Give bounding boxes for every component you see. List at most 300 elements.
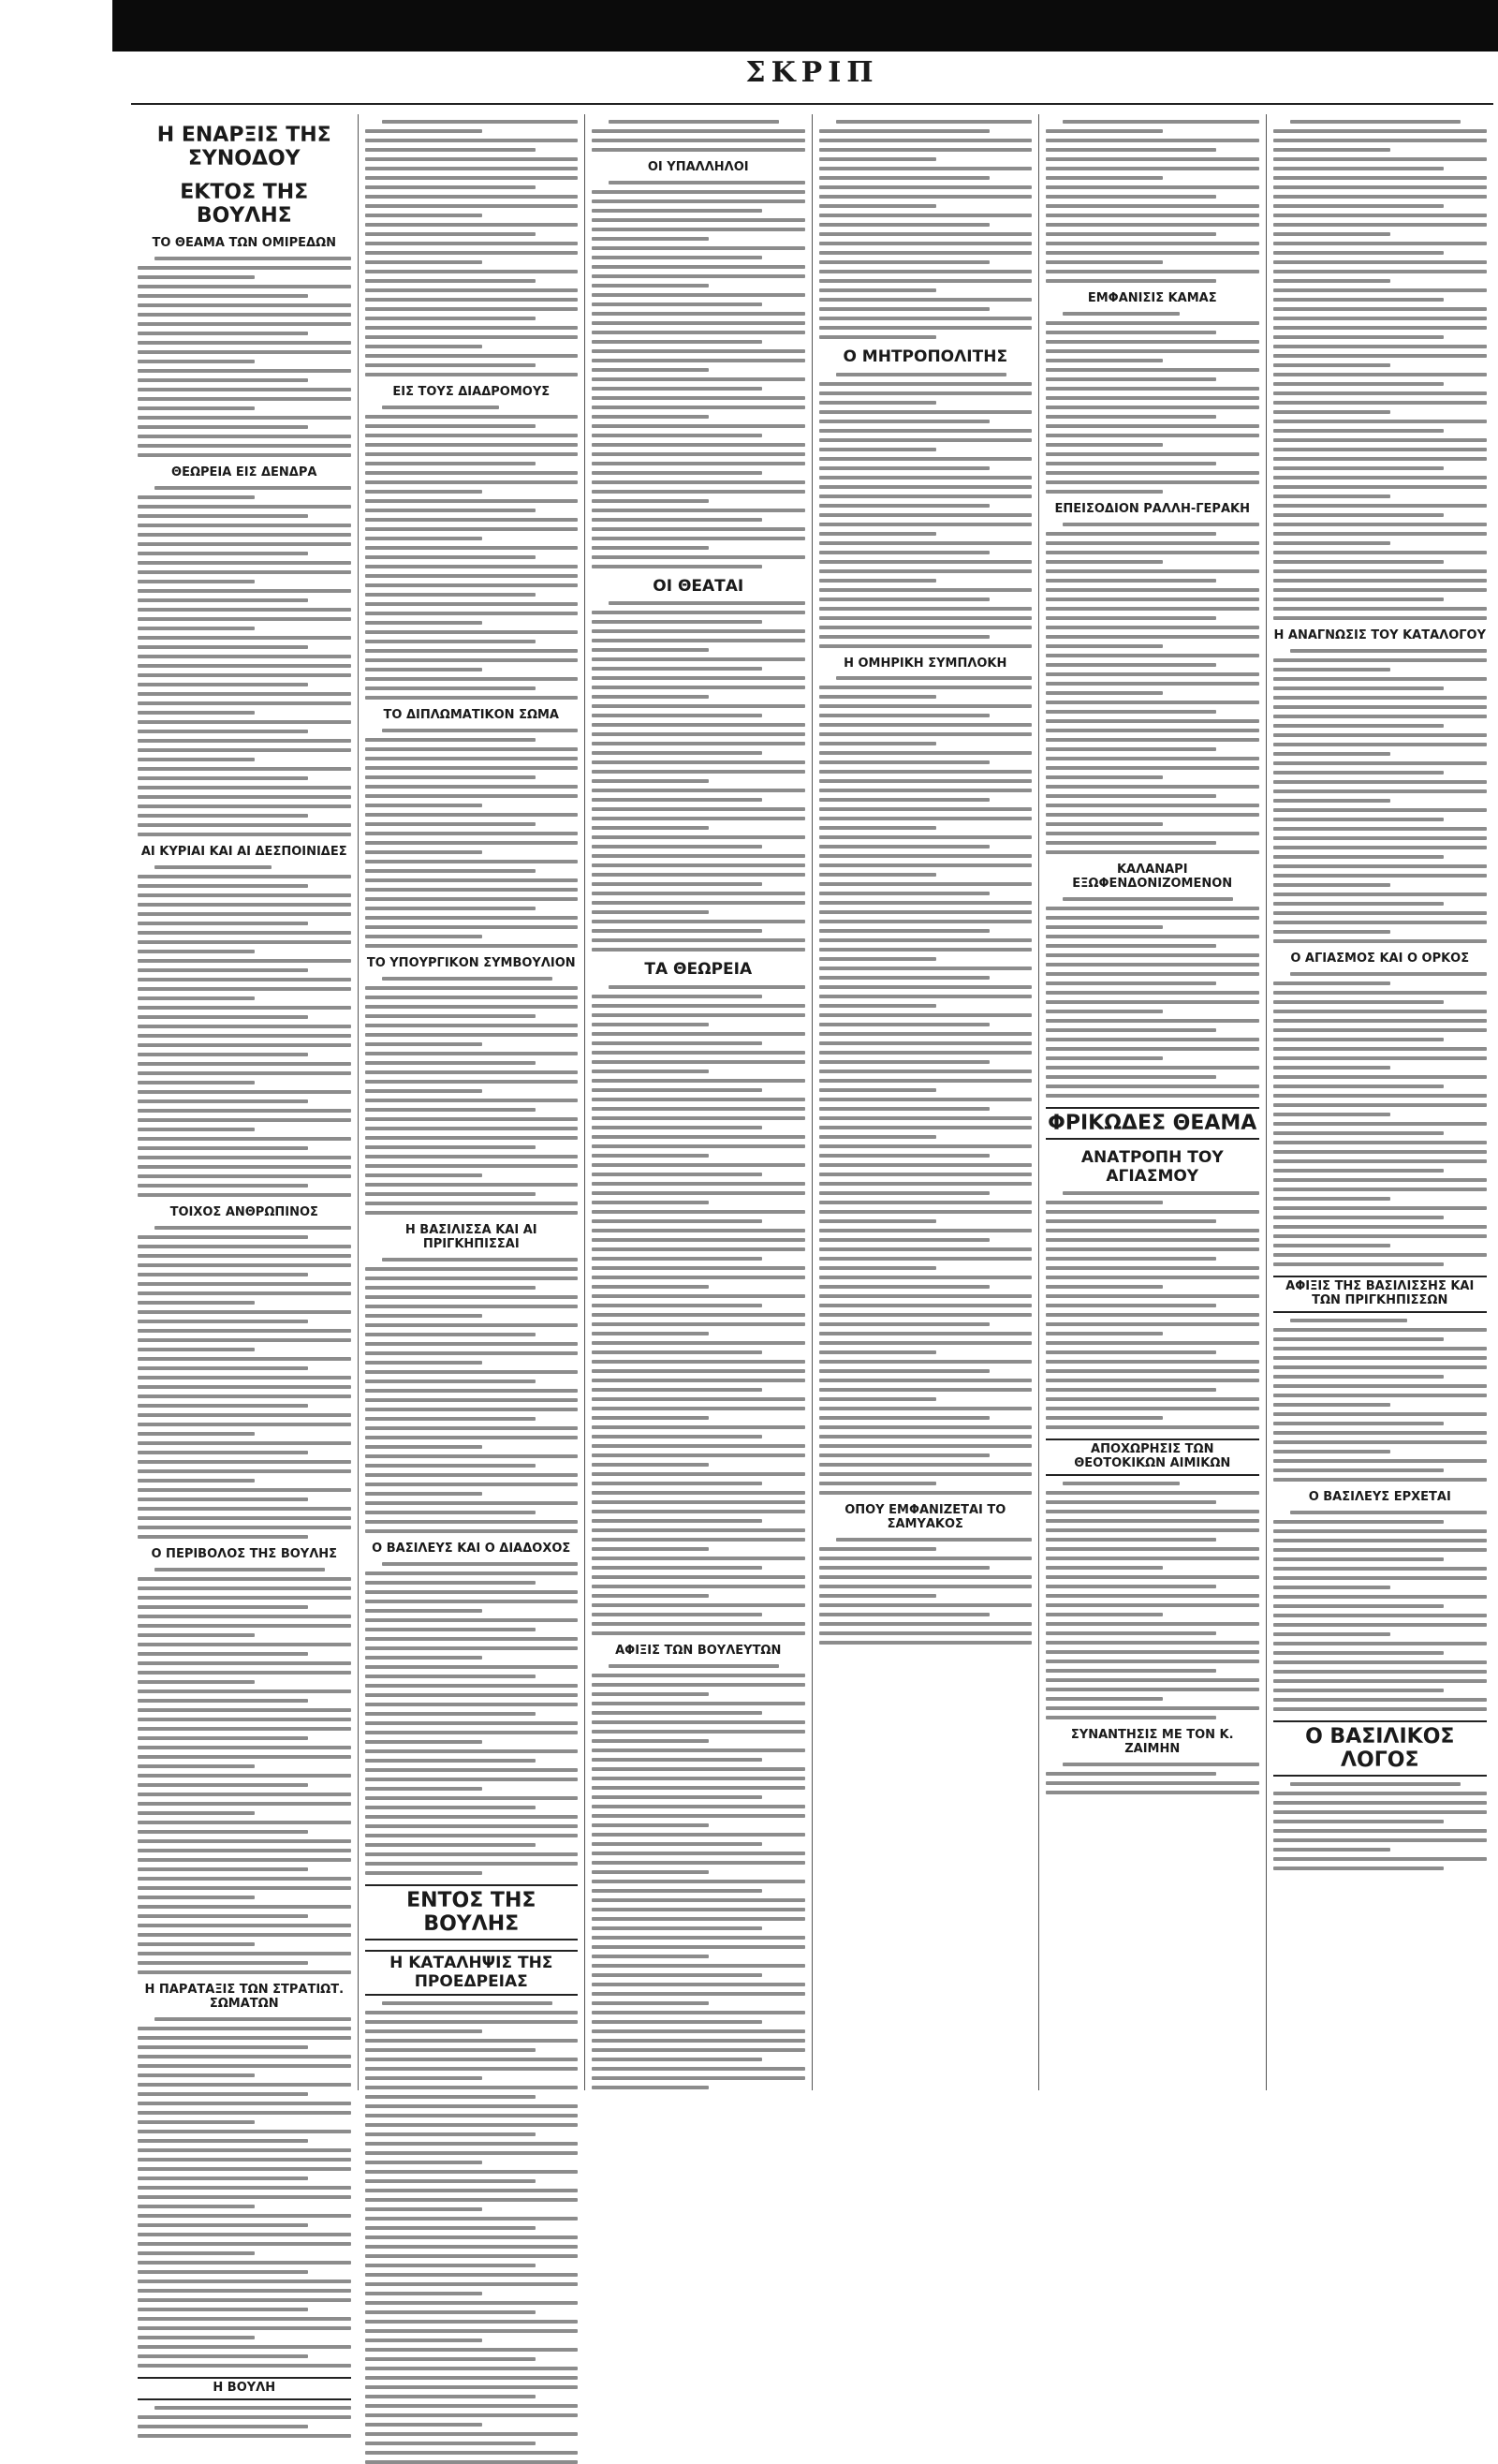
text-line (592, 1557, 805, 1560)
text-line (1046, 1028, 1216, 1032)
article-text-block (138, 2017, 351, 2368)
text-line (1046, 925, 1163, 929)
text-line (365, 1759, 536, 1763)
text-line (365, 2067, 579, 2071)
text-line (138, 1441, 351, 1445)
text-line (365, 443, 579, 447)
text-line (609, 601, 805, 605)
text-line (592, 676, 805, 680)
text-line (365, 1436, 579, 1439)
text-line (365, 2095, 536, 2099)
text-line (592, 798, 762, 802)
text-line (365, 1323, 579, 1327)
text-line (1273, 715, 1488, 718)
text-line (365, 785, 579, 789)
text-line (365, 925, 579, 929)
text-line (138, 1821, 351, 1824)
text-line (1273, 1698, 1488, 1702)
text-line (365, 1628, 536, 1631)
text-line (592, 406, 805, 409)
text-line (138, 580, 255, 583)
text-line (592, 555, 805, 559)
text-line (819, 1051, 1033, 1055)
text-line (819, 326, 1033, 330)
text-line (1273, 326, 1488, 330)
text-line (592, 312, 805, 316)
article-text-block (365, 406, 579, 700)
column-1 (131, 114, 359, 2395)
text-line (592, 1748, 805, 1752)
text-line (365, 686, 536, 690)
text-line (1273, 1604, 1445, 1608)
text-line (592, 527, 805, 531)
text-line (138, 1652, 308, 1656)
text-line (365, 1815, 579, 1819)
text-line (138, 1498, 308, 1501)
text-line (819, 1482, 936, 1485)
text-line (138, 425, 308, 429)
text-line (592, 1683, 805, 1687)
text-line (1046, 377, 1216, 381)
text-line (138, 1385, 351, 1389)
text-line (592, 265, 805, 269)
text-line (592, 148, 805, 152)
text-line (138, 2102, 351, 2105)
text-line (592, 910, 709, 914)
text-line (1273, 668, 1391, 671)
text-line (1046, 981, 1216, 985)
text-line (138, 1858, 351, 1862)
text-line (819, 1154, 990, 1158)
text-line (819, 1032, 1033, 1036)
text-line (138, 987, 351, 991)
text-line (1273, 1328, 1488, 1332)
text-line (1046, 195, 1216, 199)
text-line (1273, 893, 1488, 896)
text-line (138, 378, 308, 382)
text-line (819, 995, 1033, 998)
text-line (365, 1637, 579, 1641)
text-line (1046, 1019, 1259, 1023)
text-line (819, 1144, 1033, 1148)
text-line (819, 1557, 1033, 1560)
text-line (1046, 1772, 1216, 1776)
text-line (138, 1643, 351, 1646)
text-line (1046, 1341, 1259, 1345)
text-line (1046, 349, 1259, 353)
text-line (138, 893, 351, 897)
text-line (138, 823, 351, 827)
text-line (1046, 232, 1216, 236)
text-line (819, 420, 990, 423)
text-line (592, 284, 709, 288)
text-line (138, 2336, 255, 2339)
text-line (592, 1360, 805, 1364)
text-line (592, 1341, 805, 1345)
text-line (365, 1609, 482, 1613)
text-line (138, 1718, 351, 1721)
text-line (819, 1622, 1033, 1626)
text-line (592, 377, 805, 381)
text-line (1273, 780, 1488, 784)
text-line (592, 807, 805, 811)
text-line (365, 2039, 579, 2043)
text-line (819, 1201, 1033, 1204)
text-line (1063, 1763, 1259, 1766)
text-line (592, 2011, 805, 2014)
text-line (1046, 1219, 1216, 1223)
text-line (1273, 1557, 1445, 1561)
text-line (592, 415, 709, 419)
text-line (365, 1778, 579, 1781)
text-line (1273, 808, 1488, 812)
text-line (365, 242, 579, 245)
text-line (592, 368, 709, 372)
text-line (1046, 607, 1259, 611)
text-line (592, 1983, 805, 1986)
text-line (819, 1631, 1033, 1635)
text-line (365, 850, 482, 854)
text-line (138, 2036, 351, 2040)
article-text-block (1046, 897, 1259, 1098)
text-line (1273, 1459, 1488, 1463)
text-line (138, 1699, 308, 1703)
section-heading: Ο ΑΓΙΑΣΜΟΣ ΚΑΙ Ο ΟΡΚΟΣ (1290, 951, 1470, 966)
text-line (365, 2442, 536, 2445)
text-line (592, 1833, 805, 1837)
text-line (365, 574, 579, 578)
text-line (1063, 120, 1259, 124)
text-line (138, 1469, 351, 1473)
text-line (1273, 494, 1391, 498)
text-line (1046, 916, 1259, 920)
text-line (138, 884, 308, 888)
text-line (592, 1463, 709, 1467)
text-line (1046, 223, 1259, 227)
text-line (592, 452, 805, 456)
section-heading: ΤΟ ΔΙΠΛΩΜΑΤΙΚΟΝ ΣΩΜΑ (383, 707, 559, 722)
text-line (365, 649, 579, 653)
text-line (1273, 855, 1445, 859)
text-line (1046, 729, 1259, 732)
text-line (1046, 396, 1259, 400)
text-line (592, 1247, 805, 1251)
text-line (819, 1013, 1033, 1017)
text-line (1046, 490, 1163, 494)
text-line (365, 1173, 482, 1177)
text-line (138, 2055, 351, 2058)
text-line (1273, 1225, 1488, 1229)
text-line (1273, 686, 1445, 690)
text-line (1046, 340, 1259, 344)
article-text-block (1273, 972, 1488, 1266)
text-line (382, 729, 579, 732)
text-line (365, 2329, 579, 2333)
text-line (592, 1926, 762, 1930)
text-line (138, 922, 308, 925)
text-line (138, 1708, 351, 1712)
text-line (365, 1202, 579, 1205)
text-line (592, 1777, 805, 1780)
text-line (1273, 1801, 1488, 1805)
text-line (1046, 1500, 1216, 1504)
text-line (819, 863, 1033, 867)
text-line (592, 1482, 762, 1485)
text-line (1046, 654, 1259, 657)
text-line (138, 1034, 351, 1038)
text-line (138, 533, 351, 537)
text-line (138, 406, 255, 410)
section-heading: ΕΝΤΟΣ ΤΗΣ ΒΟΥΛΗΣ (365, 1884, 579, 1941)
text-line (592, 1060, 805, 1064)
text-line (365, 1042, 482, 1046)
text-line (138, 435, 351, 438)
text-line (1046, 1010, 1163, 1013)
text-line (1046, 785, 1259, 789)
text-line (592, 1004, 805, 1008)
text-line (365, 307, 579, 311)
text-line (1273, 1670, 1488, 1674)
text-line (138, 1942, 255, 1946)
text-line (1273, 1206, 1488, 1210)
text-line (819, 1388, 1033, 1392)
text-line (1046, 1388, 1216, 1392)
text-line (365, 832, 579, 835)
text-line (365, 1665, 579, 1669)
text-line (138, 1624, 351, 1628)
text-line (138, 1146, 308, 1150)
text-line (365, 2264, 536, 2267)
text-line (365, 2423, 482, 2427)
text-line (1046, 813, 1259, 817)
text-line (365, 518, 579, 522)
text-line (592, 2001, 709, 2005)
text-line (1273, 1188, 1488, 1191)
text-line (1046, 1528, 1259, 1532)
text-line (592, 1622, 805, 1626)
text-line (819, 1257, 1033, 1261)
section-heading: Η ΑΝΑΓΝΩΣΙΣ ΤΟΥ ΚΑΤΑΛΟΓΟΥ (1273, 628, 1487, 642)
text-line (592, 340, 762, 344)
text-line (1046, 598, 1259, 601)
text-line (1273, 335, 1445, 339)
text-line (365, 1024, 579, 1027)
text-line (365, 335, 579, 339)
text-line (1046, 1416, 1163, 1420)
text-line (365, 1014, 536, 1018)
text-line (1046, 1519, 1259, 1523)
text-line (1046, 1047, 1259, 1051)
text-line (138, 552, 308, 555)
text-line (365, 415, 579, 419)
text-line (819, 185, 1033, 189)
text-line (1046, 270, 1259, 273)
text-line (1046, 991, 1259, 995)
text-line (1046, 691, 1163, 695)
article-text-block (138, 1568, 351, 1974)
text-line (819, 966, 1033, 970)
text-line (365, 794, 579, 798)
text-line (592, 1730, 805, 1734)
text-line (1046, 434, 1259, 437)
text-line (592, 1388, 762, 1392)
text-line (365, 1693, 579, 1697)
text-line (365, 1061, 536, 1065)
text-line (365, 2142, 579, 2146)
text-line (592, 1332, 709, 1335)
text-line (819, 1397, 936, 1401)
text-line (365, 2404, 579, 2408)
text-line (365, 677, 579, 681)
text-line (365, 658, 579, 662)
text-line (836, 120, 1033, 124)
text-line (138, 776, 308, 780)
text-line (1273, 1375, 1445, 1379)
text-line (1273, 363, 1391, 367)
text-line (1273, 129, 1488, 133)
text-line (138, 341, 351, 345)
text-line (365, 1099, 579, 1102)
section-heading: Ο ΒΑΣΙΛΕΥΣ ΚΑΙ Ο ΔΙΑΔΟΧΟΣ (372, 1541, 571, 1556)
text-line (365, 602, 579, 606)
text-line (819, 1453, 990, 1457)
text-line (138, 505, 351, 509)
text-line (365, 509, 536, 512)
text-line (819, 204, 936, 208)
text-line (138, 1811, 255, 1815)
text-line (138, 673, 351, 677)
text-line (365, 1117, 579, 1121)
text-line (592, 667, 762, 671)
text-line (819, 251, 1033, 255)
text-line (592, 509, 805, 512)
text-line (365, 1852, 579, 1856)
text-line (592, 2039, 805, 2043)
text-line (592, 209, 762, 213)
text-line (1273, 1244, 1391, 1247)
text-line (592, 1973, 762, 1977)
article-text-block (138, 2406, 351, 2438)
text-line (138, 1291, 351, 1295)
text-line (365, 1454, 579, 1458)
text-line (1273, 743, 1488, 746)
text-line (592, 920, 805, 923)
text-line (819, 157, 936, 161)
text-line (138, 514, 308, 518)
text-line (138, 369, 351, 373)
text-line (138, 2186, 351, 2190)
text-line (138, 1802, 351, 1806)
text-line (365, 1333, 536, 1336)
text-line (138, 1886, 351, 1890)
text-line (138, 1526, 351, 1529)
text-line (819, 1369, 990, 1373)
text-line (1273, 846, 1488, 849)
text-line (1273, 569, 1488, 573)
text-line (592, 657, 805, 661)
text-line (1046, 1000, 1259, 1004)
text-line (1046, 1066, 1259, 1070)
text-line (138, 903, 351, 907)
text-line (1046, 747, 1216, 751)
text-line (1046, 1538, 1216, 1542)
text-line (138, 2092, 308, 2096)
text-line (1046, 701, 1259, 704)
text-line (819, 789, 1033, 792)
text-line (138, 1310, 351, 1314)
text-line (819, 854, 1033, 858)
text-line (1046, 1038, 1259, 1041)
text-line (365, 1501, 579, 1505)
text-line (819, 532, 936, 536)
text-line (819, 798, 990, 802)
text-line (819, 1313, 1033, 1317)
text-line (1273, 1539, 1488, 1542)
text-line (1273, 279, 1391, 283)
text-line (365, 1862, 579, 1866)
text-line (819, 129, 990, 133)
text-line (609, 985, 805, 989)
text-line (1273, 1792, 1488, 1795)
text-line (365, 1511, 536, 1514)
text-line (592, 1444, 805, 1448)
text-line (1046, 452, 1259, 456)
text-line (592, 1126, 762, 1129)
text-line (365, 1183, 579, 1187)
text-line (138, 720, 351, 724)
text-line (592, 863, 805, 867)
text-line (138, 1043, 351, 1047)
text-line (365, 1070, 579, 1074)
text-line (1046, 1350, 1216, 1354)
text-line (154, 1568, 325, 1571)
text-line (1273, 1586, 1391, 1589)
text-line (365, 434, 579, 437)
text-line (1046, 710, 1216, 714)
text-line (365, 167, 579, 170)
text-line (1273, 504, 1488, 508)
text-line (365, 363, 536, 367)
text-line (1273, 223, 1488, 227)
text-line (1290, 649, 1488, 653)
text-line (138, 1633, 255, 1637)
text-line (365, 1080, 579, 1084)
text-line (819, 1435, 1033, 1439)
text-line (365, 2170, 579, 2174)
text-line (592, 1229, 805, 1232)
text-line (819, 742, 936, 745)
text-line (592, 1266, 805, 1270)
text-line (819, 976, 990, 980)
text-line (365, 2048, 536, 2052)
text-line (819, 723, 1033, 727)
text-line (592, 256, 762, 259)
text-line (138, 294, 308, 298)
text-line (138, 1755, 351, 1759)
text-line (365, 1127, 579, 1130)
text-line (1290, 120, 1461, 124)
section-heading: Ο ΒΑΣΙΛΙΚΟΣ ΛΟΓΟΣ (1273, 1720, 1488, 1778)
text-line (138, 2214, 351, 2218)
text-line (1273, 874, 1488, 878)
text-line (819, 1341, 1033, 1345)
text-line (365, 897, 579, 901)
article-text-block (592, 120, 805, 152)
text-line (1046, 766, 1259, 770)
text-line (819, 1088, 936, 1092)
text-line (365, 907, 536, 910)
article-text-block (819, 1538, 1033, 1645)
